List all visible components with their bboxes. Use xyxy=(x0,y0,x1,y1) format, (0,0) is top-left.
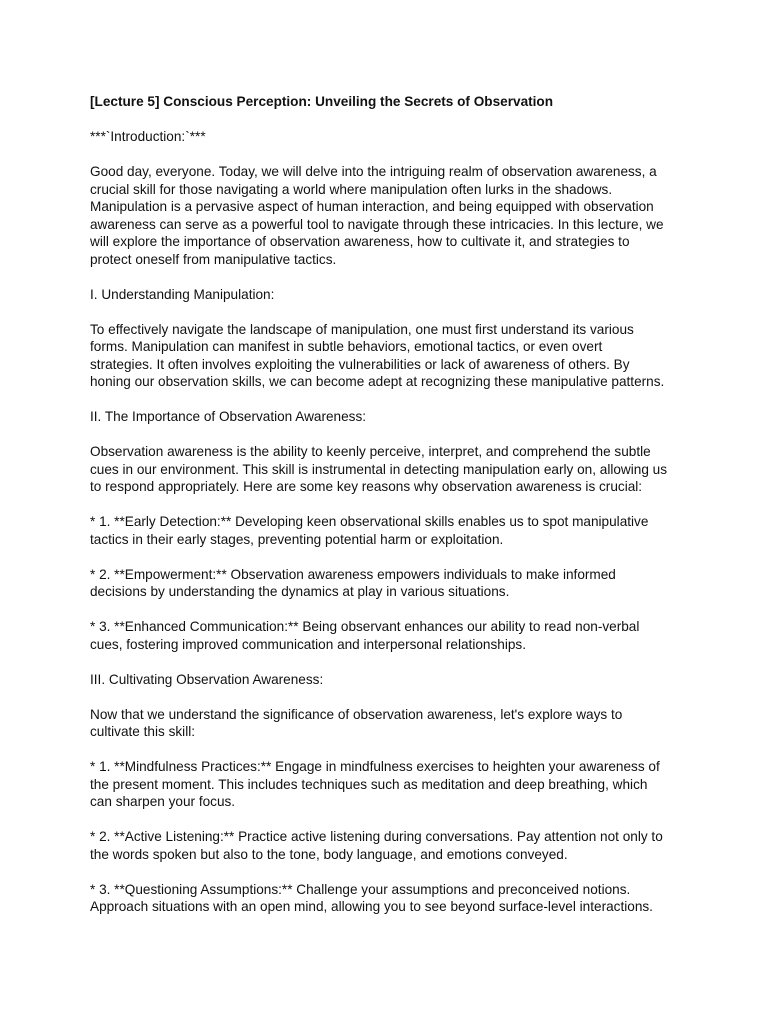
intro-heading: ***`Introduction:`*** xyxy=(90,129,206,144)
section1-line: To effectively navigate the landscape of manipulation, one must first understand its various xyxy=(90,321,634,337)
document-page xyxy=(90,93,680,916)
list-item-line: * 2. **Empowerment:** Observation awareness empowers individuals to make informed xyxy=(90,566,616,582)
list-item-line: * 3. **Questioning Assumptions:** Challenge your assumptions and preconceived notions. xyxy=(90,881,631,897)
section1-line: forms. Manipulation can manifest in subtle behaviors, emotional tactics, or even overt xyxy=(90,339,603,354)
intro-paragraph xyxy=(90,163,680,268)
intro-line: protect oneself from manipulative tactics. xyxy=(90,251,337,267)
section3-list-item xyxy=(90,881,680,916)
list-item-line: * 1. **Early Detection:** Developing keen observational skills enables us to spot manipulative xyxy=(90,514,649,529)
intro-line: crucial skill for those navigating a world where manipulation often lurks in the shadows. xyxy=(90,181,613,197)
intro-line: will explore the importance of observation awareness, how to cultivate it, and strategies to xyxy=(90,234,630,249)
section3-heading: III. Cultivating Observation Awareness: xyxy=(90,671,324,687)
section1-paragraph xyxy=(90,321,680,391)
list-item-line: decisions by understanding the dynamics at play in various situations. xyxy=(90,584,510,599)
intro-line: awareness can serve as a powerful tool to navigate through these intricacies. In this lecture, we xyxy=(90,216,664,232)
list-item-line: can sharpen your focus. xyxy=(90,794,236,809)
section2-line: cues in our environment. This skill is instrumental in detecting manipulation early on, allowing us xyxy=(90,461,668,477)
section2-paragraph xyxy=(90,443,680,496)
section3-paragraph xyxy=(90,706,680,741)
section2-line: to respond appropriately. Here are some key reasons why observation awareness is crucial: xyxy=(90,479,643,494)
list-item-line: the words spoken but also to the tone, body language, and emotions conveyed. xyxy=(90,846,568,862)
section2-list-item xyxy=(90,618,680,653)
list-item-line: Approach situations with an open mind, allowing you to see beyond surface-level interactions. xyxy=(90,899,653,914)
section2-heading: II. The Importance of Observation Awareness: xyxy=(90,409,367,424)
section2-list-item xyxy=(90,566,680,601)
list-item-line: * 2. **Active Listening:** Practice active listening during conversations. Pay attention not only to xyxy=(90,829,663,844)
section3-line: cultivate this skill: xyxy=(90,724,196,739)
section2-list-item xyxy=(90,513,680,548)
section1-line: honing our observation skills, we can become adept at recognizing these manipulative patterns. xyxy=(90,374,665,389)
section2-line: Observation awareness is the ability to keenly perceive, interpret, and comprehend the subtle xyxy=(90,444,651,459)
section3-list-item xyxy=(90,828,680,863)
list-item-line: tactics in their early stages, preventing potential harm or exploitation. xyxy=(90,531,504,547)
intro-line: Good day, everyone. Today, we will delve into the intriguing realm of observation awareness, a xyxy=(90,164,657,179)
list-item-line: * 3. **Enhanced Communication:** Being observant enhances our ability to read non-verbal xyxy=(90,619,640,634)
intro-line: Manipulation is a pervasive aspect of human interaction, and being equipped with observation xyxy=(90,199,654,214)
section3-line: Now that we understand the significance of observation awareness, let's explore ways to xyxy=(90,706,623,722)
section1-line: strategies. It often involves exploiting the vulnerabilities or lack of awareness of others. By xyxy=(90,356,630,372)
list-item-line: * 1. **Mindfulness Practices:** Engage in mindfulness exercises to heighten your awareness of xyxy=(90,759,660,774)
list-item-line: cues, fostering improved communication and interpersonal relationships. xyxy=(90,636,526,652)
list-item-line: the present moment. This includes techniques such as meditation and deep breathing, which xyxy=(90,776,648,792)
section3-list-item xyxy=(90,758,680,811)
section1-heading: I. Understanding Manipulation: xyxy=(90,286,275,302)
document-title: [Lecture 5] Conscious Perception: Unveiling the Secrets of Observation xyxy=(90,94,554,109)
